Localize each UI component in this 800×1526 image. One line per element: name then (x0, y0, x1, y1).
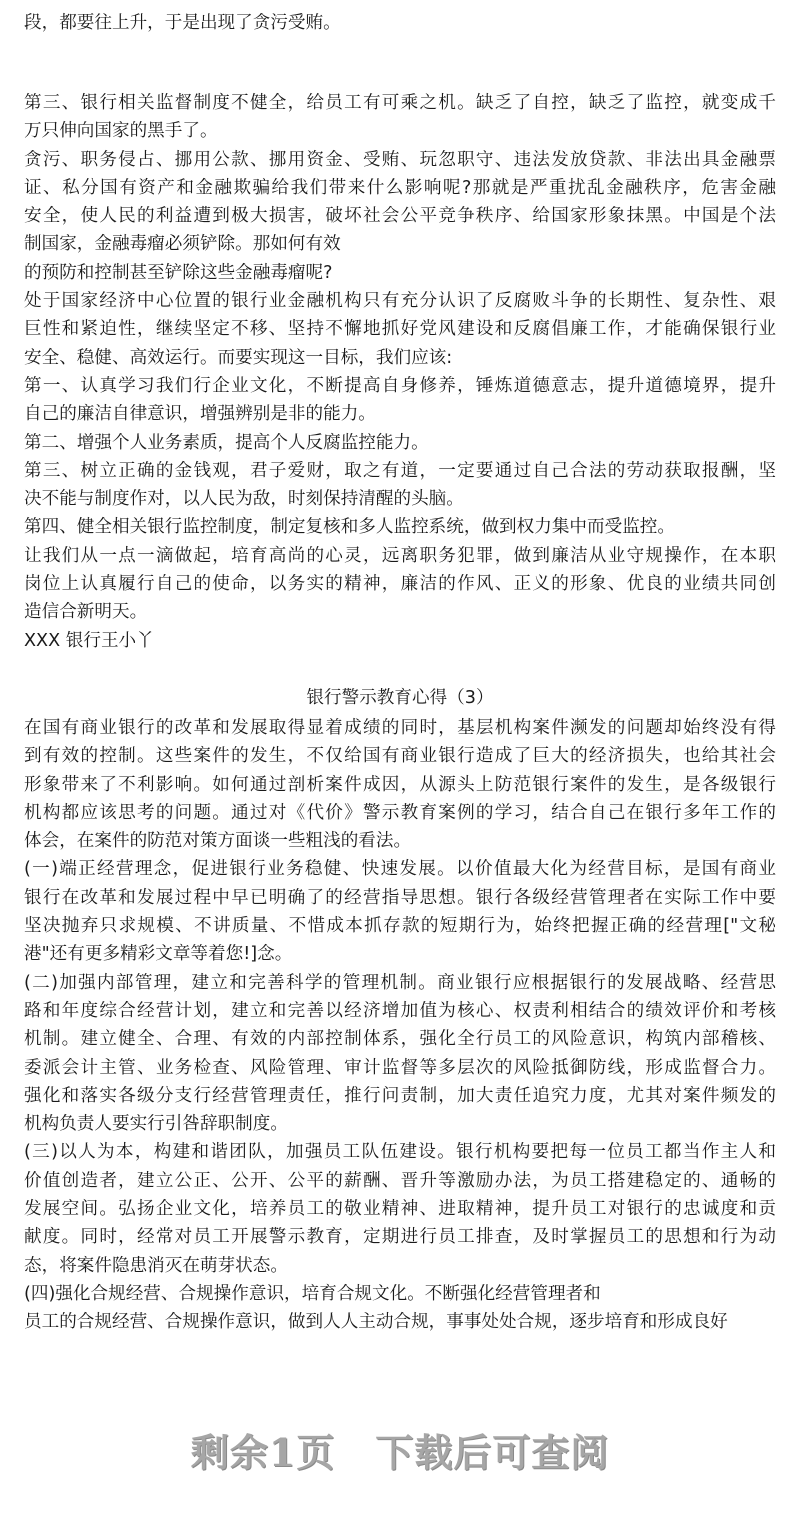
paragraph-line: 决不能与制度作对，以人民为敌，时刻保持清醒的头脑。 (24, 489, 464, 510)
paragraph-line: 银行在改革和发展过程中早已明确了的经营指导思想。银行各级经营管理者在实际工作中要 (24, 887, 776, 908)
paragraph-line: 形象带来了不利影响。如何通过剖析案件成因，从源头上防范银行案件的发生，是各级银行 (24, 774, 776, 795)
paragraph-line: 机构都应该思考的问题。通过对《代价》警示教育案例的学习，结合自己在银行多年工作的 (24, 802, 776, 823)
paragraph-line: 坚决抛弃只求规模、不讲质量、不惜成本抓存款的短期行为，始终把握正确的经营理["文秘 (24, 916, 776, 937)
paragraph-line: 第三、树立正确的金钱观，君子爱财，取之有道，一定要通过自己合法的劳动获取报酬，坚 (24, 460, 776, 481)
paragraph-line: 员工的合规经营、合规操作意识，做到人人主动合规，事事处处合规，逐步培育和形成良好 (24, 1312, 728, 1333)
download-to-view-label: 下载后可查阅 (375, 1430, 610, 1475)
paragraph-line: 献度。同时，经常对员工开展警示教育，定期进行员工排查，及时掌握员工的思想和行为动 (24, 1227, 776, 1248)
paragraph-line: 第一、认真学习我们行企业文化，不断提高自身修养，锤炼道德意志，提升道德境界，提升 (24, 375, 776, 396)
paragraph-line: 制国家，金融毒瘤必须铲除。那如何有效 (24, 234, 341, 255)
paragraph-line: XXX 银行王小丫 (24, 630, 154, 651)
paragraph-line: 安全，使人民的利益遭到极大损害，破坏社会公平竞争秩序、给国家形象抹黑。中国是个法 (24, 206, 776, 227)
paragraph-line: 态，将案件隐患消灭在萌芽状态。 (24, 1255, 288, 1276)
download-prompt[interactable] (0, 1422, 800, 1477)
paragraph-line: 港"还有更多精彩文章等着您!]念。 (24, 944, 293, 965)
paragraph-line: 证、私分国有资产和金融欺骗给我们带来什么影响呢?那就是严重扰乱金融秩序，危害金融 (24, 177, 776, 198)
paragraph-line: 巨性和紧迫性，继续坚定不移、坚持不懈地抓好党风建设和反腐倡廉工作，才能确保银行业 (24, 319, 776, 340)
paragraph-line: 强化和落实各级分支行经营管理责任，推行问责制，加大责任追究力度，尤其对案件频发的 (24, 1085, 776, 1106)
text-block-section-3 (24, 89, 776, 655)
paragraph-line: 机构负责人要实行引咎辞职制度。 (24, 1114, 288, 1135)
paragraph-line: 到有效的控制。这些案件的发生，不仅给国有商业银行造成了巨大的经济损失，也给其社会 (24, 746, 776, 767)
paragraph-line: 的预防和控制甚至铲除这些金融毒瘤呢? (24, 262, 333, 283)
paragraph-line: 机制。建立健全、合理、有效的内部控制体系，强化全行员工的风险意识，构筑内部稽核、 (24, 1029, 776, 1050)
paragraph-line: 第三、银行相关监督制度不健全，给员工有可乘之机。缺乏了自控，缺乏了监控，就变成千 (24, 93, 776, 113)
paragraph-line: (三)以人为本，构建和谐团队，加强员工队伍建设。银行机构要把每一位员工都当作主人和 (24, 1142, 776, 1163)
paragraph-line: 价值创造者，建立公正、公开、公平的薪酬、晋升等激励办法，为员工搭建稳定的、通畅的 (24, 1170, 776, 1191)
text-block-top (24, 9, 776, 37)
paragraph-line: (一)端正经营理念，促进银行业务稳健、快速发展。以价值最大化为经营目标，是国有商业 (24, 859, 776, 880)
paragraph-line: 第二、增强个人业务素质，提高个人反腐监控能力。 (24, 432, 429, 453)
paragraph-line: 体会，在案件的防范对策方面谈一些粗浅的看法。 (24, 831, 412, 852)
paragraph-line: 发展空间。弘扬企业文化，培养员工的敬业精神、进取精神，提升员工对银行的忠诚度和贡 (24, 1199, 776, 1220)
remaining-pages-label: 剩余1页 (190, 1430, 336, 1475)
paragraph-line: 造信合新明天。 (24, 602, 148, 623)
document-title: 银行警示教育心得（3） (306, 688, 494, 708)
paragraph-line: 自己的廉洁自律意识，增强辨别是非的能力。 (24, 404, 376, 425)
paragraph-line: 让我们从一点一滴做起，培育高尚的心灵，远离职务犯罪，做到廉洁从业守规操作，在本职 (24, 545, 776, 566)
paragraph-line: (四)强化合规经营、合规操作意识，培育合规文化。不断强化经营管理者和 (24, 1283, 601, 1304)
paragraph-line: 万只伸向国家的黑手了。 (24, 121, 218, 142)
paragraph-line: 委派会计主管、业务检查、风险管理、审计监督等多层次的风险抵御防线，形成监督合力。 (24, 1057, 776, 1078)
paragraph-line: 安全、稳健、高效运行。而要实现这一目标，我们应该: (24, 347, 453, 368)
paragraph-line: (二)加强内部管理，建立和完善科学的管理机制。商业银行应根据银行的发展战略、经营思 (24, 972, 776, 993)
text-block-essay (24, 714, 776, 1337)
paragraph-line: 路和年度综合经营计划，建立和完善以经济增加值为核心、权责利相结合的绩效评价和考核 (24, 1000, 776, 1021)
paragraph-line: 贪污、职务侵占、挪用公款、挪用资金、受贿、玩忽职守、违法发放贷款、非法出具金融票 (24, 149, 776, 170)
paragraph-line: 在国有商业银行的改革和发展取得显着成绩的同时，基层机构案件濒发的问题却始终没有得 (24, 718, 776, 738)
paragraph-line: 岗位上认真履行自己的使命，以务实的精神，廉洁的作风、正义的形象、优良的业绩共同创 (24, 574, 776, 595)
paragraph-line: 第四、健全相关银行监控制度，制定复核和多人监控系统，做到权力集中而受监控。 (24, 517, 675, 538)
paragraph-line: 处于国家经济中心位置的银行业金融机构只有充分认识了反腐败斗争的长期性、复杂性、艰 (24, 291, 776, 312)
paragraph-line: 段，都要往上升，于是出现了贪污受贿。 (24, 13, 341, 33)
